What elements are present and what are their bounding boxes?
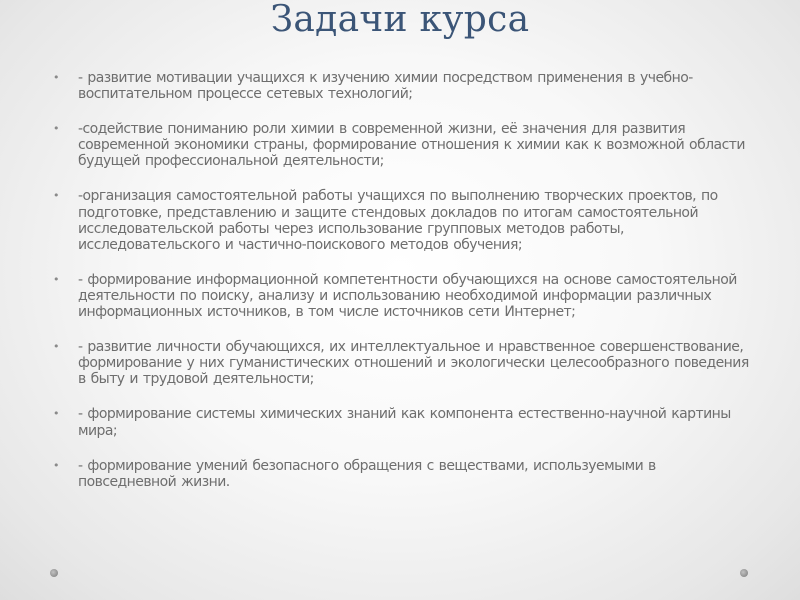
list-item	[48, 121, 758, 169]
bullet-icon: •	[53, 122, 59, 136]
list-item-text: - формирование системы химических знаний как компонента естественно-научной картины мира;	[78, 406, 731, 439]
left-corner-dot	[50, 569, 58, 577]
list-item	[48, 339, 758, 387]
list-item	[48, 406, 758, 438]
list-item	[48, 272, 758, 320]
bullet-icon: •	[53, 71, 59, 84]
list-item	[48, 70, 758, 102]
slide-title: Задачи курса	[270, 0, 530, 40]
list-item-text: - формирование умений безопасного обращения с веществами, используемыми в повседневной жизни.	[78, 457, 656, 490]
list-item	[48, 458, 758, 490]
bullet-icon: •	[53, 272, 59, 286]
list-item-text: -организация самостоятельной работы учащихся по выполнению творческих проектов, по подготовке, представлению и защите стендовых докладов по итогам самостоятельной исследовательской работы через использование групповых методов работы, исследовательского и частично-поискового методов обучения;	[78, 188, 718, 253]
bullet-icon: •	[53, 458, 59, 472]
list-item-text: - формирование информационной компетентности обучающихся на основе самостоятельной деятельности по поиску, анализу и использованию необходимой информации различных информационных источников, в том числе источников сети Интернет;	[78, 271, 737, 321]
list-item-text: - развитие личности обучающихся, их интеллектуальное и нравственное совершенствование, формирование у них гуманистических отношений и экологически целесообразного поведения в быту и трудовой деятельности;	[78, 339, 749, 388]
bullet-icon: •	[53, 340, 59, 354]
list-item-text: - развитие мотивации учащихся к изучению химии посредством применения в учебно-воспитательном процессе сетевых технологий;	[78, 70, 693, 103]
bullet-list	[48, 70, 758, 509]
bullet-icon: •	[53, 407, 59, 421]
bullet-icon: •	[53, 189, 59, 203]
right-corner-dot	[740, 569, 748, 577]
list-item	[48, 188, 758, 252]
list-item-text: -содействие пониманию роли химии в современной жизни, её значения для развития современной экономики страны, формирование отношения к химии как к возможной области будущей профессиональной деятельности;	[78, 121, 745, 170]
